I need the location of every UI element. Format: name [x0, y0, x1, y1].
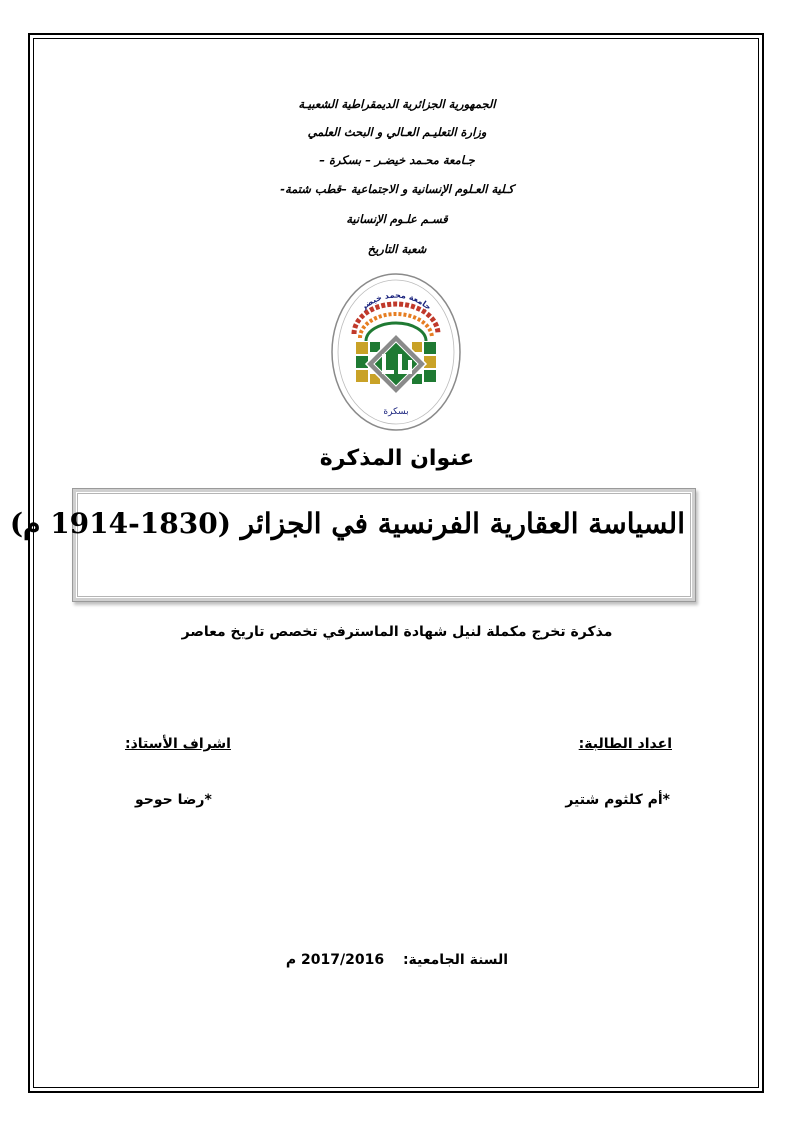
thesis-subtitle: مذكرة تخرج مكملة لنيل شهادة الماسترفي تخصص تاريخ معاصر	[181, 624, 613, 640]
student-label: اعداد الطالبة:	[578, 736, 672, 752]
academic-year-row	[60, 952, 734, 968]
supervisor-label: اشراف الأستاذ:	[125, 736, 231, 752]
header-republic: الجمهورية الجزائرية الديمقراطية الشعبيـة	[298, 97, 496, 111]
thesis-title: السياسة العقارية الفرنسية في الجزائر (1830-1914 م)	[9, 507, 685, 540]
logo-arc-text: جامعة محمد خيضر	[358, 290, 433, 312]
header-faculty: كـلية العـلوم الإنسانية و الاجتماعية –قطب شتمة-	[280, 182, 514, 196]
header-ministry: وزارة التعليـم العـالي و البحث العلمي	[307, 125, 487, 139]
academic-year-label: السنة الجامعية:	[402, 952, 509, 968]
supervisor-name: *رضا حوحو	[135, 792, 212, 808]
header-department: قسـم علـوم الإنسانية	[346, 212, 448, 226]
thesis-title-box	[9, 488, 696, 602]
university-logo	[330, 272, 462, 432]
header-university: جـامعة محـمد خيضـر – بسكرة –	[319, 153, 475, 167]
logo-bottom-text: بسكرة	[383, 407, 409, 417]
academic-year-value: 2017/2016 م	[285, 952, 385, 968]
header-branch: شعبة التاريخ	[367, 242, 427, 256]
memo-title-label: عنوان المذكرة	[319, 446, 475, 471]
student-name: *أم كلثوم شتير	[565, 792, 670, 808]
